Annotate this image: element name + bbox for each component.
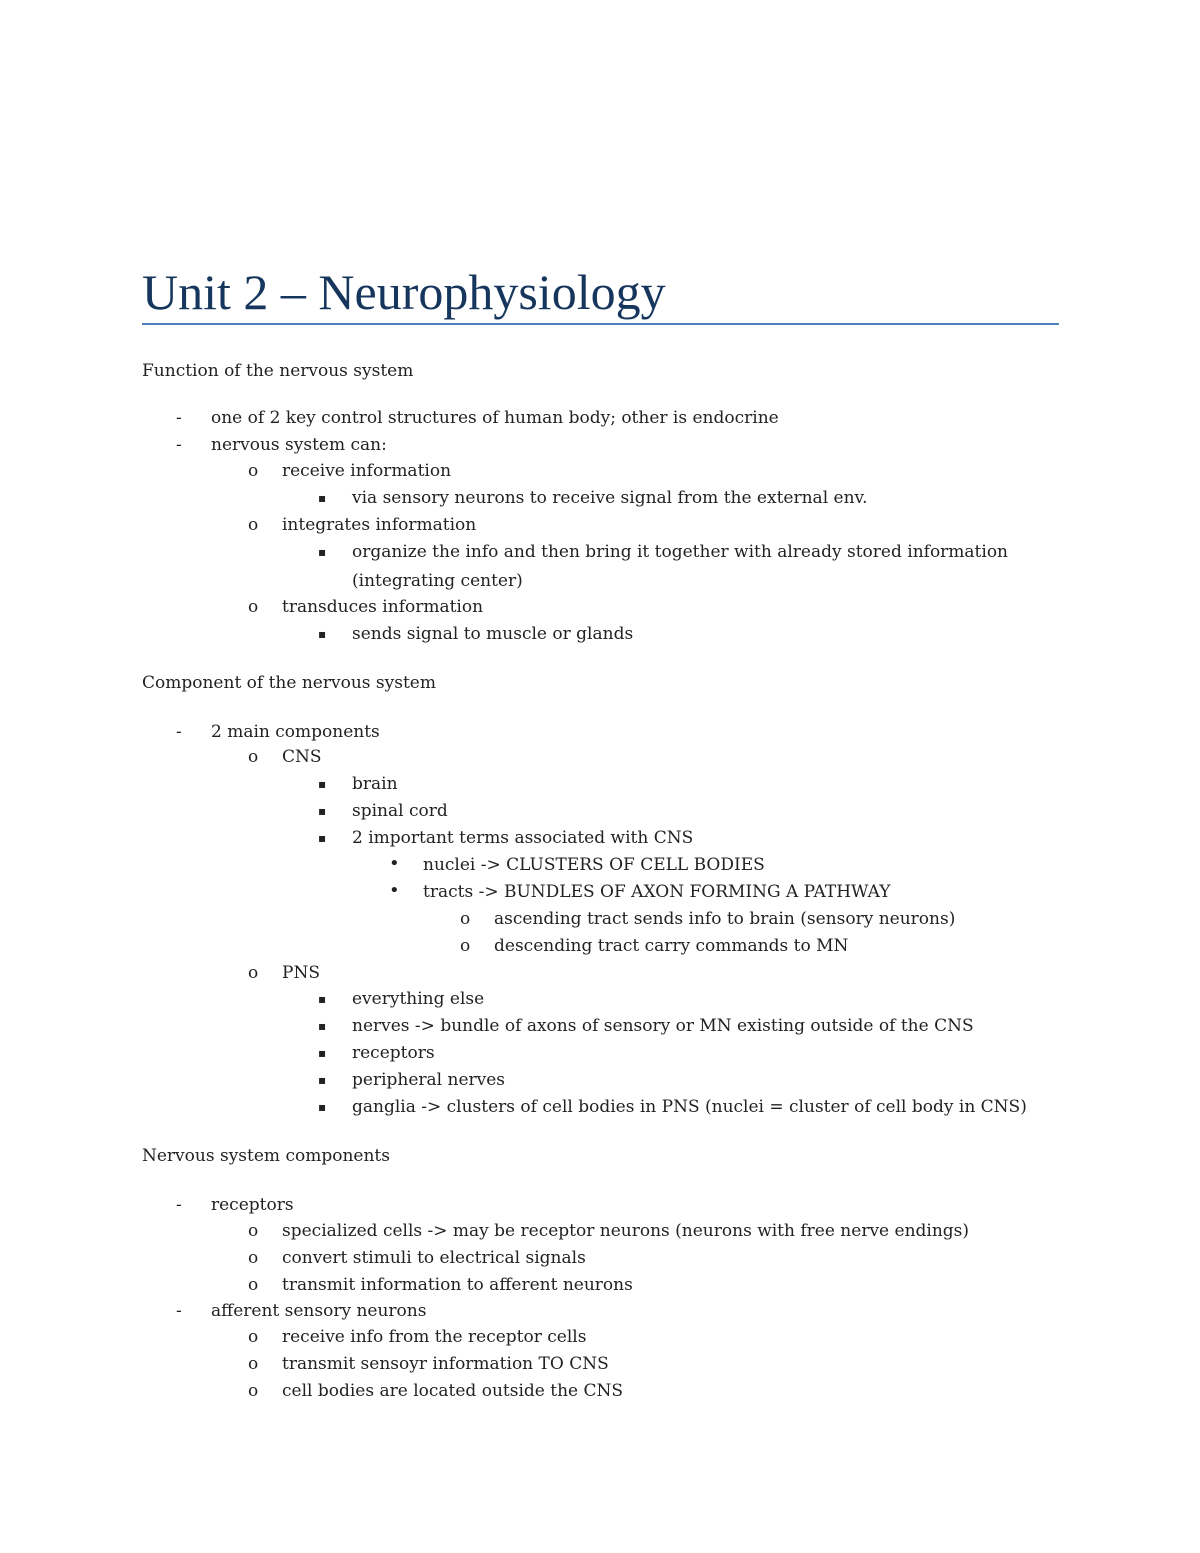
- list-item: ascending tract sends info to brain (sensory neurons): [494, 909, 956, 929]
- circle-bullet: o: [248, 1381, 259, 1401]
- list-item: nerves -> bundle of axons of sensory or MN existing outside of the CNS: [352, 1016, 974, 1036]
- circle-bullet: o: [460, 936, 471, 956]
- circle-bullet: o: [248, 461, 259, 481]
- list-item: spinal cord: [352, 801, 448, 821]
- section-heading-component: Component of the nervous system: [142, 673, 436, 693]
- list-item: sends signal to muscle or glands: [352, 624, 634, 644]
- square-bullet: ▪: [318, 1100, 327, 1114]
- dash-bullet: -: [176, 408, 182, 428]
- list-item: via sensory neurons to receive signal from the external env.: [352, 488, 868, 508]
- list-item: receptors: [352, 1043, 435, 1063]
- dash-bullet: -: [176, 435, 182, 455]
- circle-bullet: o: [248, 515, 259, 535]
- list-item: convert stimuli to electrical signals: [282, 1248, 586, 1268]
- list-item: specialized cells -> may be receptor neurons (neurons with free nerve endings): [282, 1221, 970, 1241]
- list-item: transmit sensoyr information TO CNS: [282, 1354, 609, 1374]
- list-item: 2 main components: [211, 722, 380, 742]
- list-item: integrates information: [282, 515, 477, 535]
- list-item: CNS: [282, 747, 322, 767]
- list-item: brain: [352, 774, 398, 794]
- circle-bullet: o: [248, 1221, 259, 1241]
- list-item: PNS: [282, 963, 320, 983]
- square-bullet: ▪: [318, 777, 327, 791]
- section-heading-ns-components: Nervous system components: [142, 1146, 390, 1166]
- square-bullet: ▪: [318, 1046, 327, 1060]
- list-item: receive info from the receptor cells: [282, 1327, 587, 1347]
- circle-bullet: o: [248, 1354, 259, 1374]
- list-item: descending tract carry commands to MN: [494, 936, 849, 956]
- circle-bullet: o: [248, 1327, 259, 1347]
- list-item: peripheral nerves: [352, 1070, 506, 1090]
- dash-bullet: -: [176, 1195, 182, 1215]
- title-underline: [142, 323, 1059, 325]
- square-bullet: ▪: [318, 992, 327, 1006]
- round-bullet: •: [389, 880, 400, 901]
- square-bullet: ▪: [318, 491, 327, 505]
- list-item: tracts -> BUNDLES OF AXON FORMING A PATHWAY: [423, 882, 891, 902]
- list-item-continuation: (integrating center): [352, 571, 523, 591]
- page-title: Unit 2 – Neurophysiology: [142, 264, 666, 320]
- square-bullet: ▪: [318, 545, 327, 559]
- dash-bullet: -: [176, 722, 182, 742]
- round-bullet: •: [389, 853, 400, 874]
- square-bullet: ▪: [318, 1019, 327, 1033]
- square-bullet: ▪: [318, 831, 327, 845]
- square-bullet: ▪: [318, 1073, 327, 1087]
- circle-bullet: o: [248, 1275, 259, 1295]
- list-item: nervous system can:: [211, 435, 387, 455]
- list-item: everything else: [352, 989, 485, 1009]
- circle-bullet: o: [248, 597, 259, 617]
- list-item: one of 2 key control structures of human body; other is endocrine: [211, 408, 779, 428]
- list-item: receive information: [282, 461, 452, 481]
- section-heading-function: Function of the nervous system: [142, 361, 414, 381]
- list-item: organize the info and then bring it together with already stored information: [352, 542, 1009, 562]
- square-bullet: ▪: [318, 627, 327, 641]
- list-item: 2 important terms associated with CNS: [352, 828, 694, 848]
- circle-bullet: o: [248, 1248, 259, 1268]
- circle-bullet: o: [460, 909, 471, 929]
- list-item: transduces information: [282, 597, 484, 617]
- list-item: ganglia -> clusters of cell bodies in PNS (nuclei = cluster of cell body in CNS): [352, 1097, 1027, 1117]
- circle-bullet: o: [248, 963, 259, 983]
- list-item: receptors: [211, 1195, 294, 1215]
- list-item: nuclei -> CLUSTERS OF CELL BODIES: [423, 855, 765, 875]
- list-item: transmit information to afferent neurons: [282, 1275, 633, 1295]
- list-item: afferent sensory neurons: [211, 1301, 427, 1321]
- list-item: cell bodies are located outside the CNS: [282, 1381, 624, 1401]
- circle-bullet: o: [248, 747, 259, 767]
- dash-bullet: -: [176, 1301, 182, 1321]
- square-bullet: ▪: [318, 804, 327, 818]
